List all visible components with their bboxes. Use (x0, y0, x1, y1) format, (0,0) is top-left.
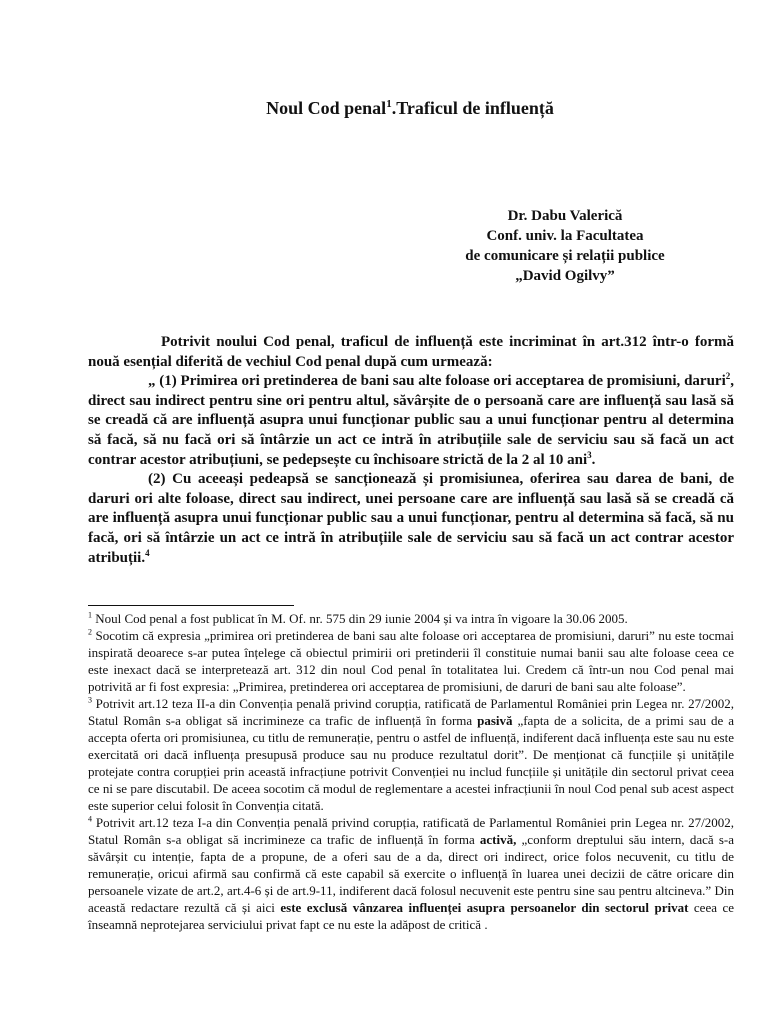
footnote-1-number: 1 (88, 610, 92, 620)
footnote-3-bold: pasivă (477, 713, 513, 728)
footnote-1-text: Noul Cod penal a fost publicat în M. Of. nr. 575 din 29 iunie 2004 și va intra în vigoare la 30.06 2005. (92, 611, 628, 626)
footnote-1 (88, 610, 734, 627)
para2-text: (2) Cu aceeași pedeapsă se sancționează și promisiunea, oferirea sau darea de bani, de daruri ori alte foloase, direct sau indirect, unei persoane care are influență sau lasă să se creadă că are influență asupra unui funcționar public sau a unui funcționar, pentru al determina să facă, să nu facă, ori să întârzie un act ce intră în atribuțiile sale de serviciu sau să facă un act contrar acestor atribuții. (88, 471, 734, 566)
footnote-2 (88, 627, 734, 695)
author-position: Conf. univ. la Facultatea (486, 228, 644, 244)
footnote-3-number: 3 (88, 695, 92, 705)
footnote-separator (88, 605, 294, 606)
footnote-4-bold: activă, (479, 832, 517, 847)
footnote-2-text: Socotim că expresia „primirea ori pretinderea de bani sau alte foloase ori acceptarea de promisiuni, daruri” nu este tocmai inspirată deoarece s-ar putea înțelege că obiectul primirii ori pretinderii îl constituie numai banii sau alte foloase ceea ce este inexact dacă se interpretează art. 312 din noul Cod penal în totalitatea lui. Credem că într-un nou Cod penal mai potrivită ar fi fost expresia: „Primirea, pretinderea ori acceptarea de promisiuni, de daruri de bani sau alte foloase”. (88, 628, 734, 694)
footnote-4-text-b: „conform dreptului său intern, dacă s-a săvârșit cu intenție, fapta de a propune, de a oferi sau de a da, direct ori indirect, orice folos necuvenit, cu titlu de remunerație, oricui afirmă sau confirmă că este capabil să exercite o influență în luarea unei decizii de către oricare din persoanele vizate de art.2, art.4-6 și de art.9-11, indiferent dacă folosul necuvenit este pentru sine sau pentru altcineva.” Din această redactare rezultă că și aici (88, 832, 734, 915)
para1-text-b: , direct sau indirect pentru sine ori pentru altul, săvârșite de o persoană care are influență sau lasă să se creadă că are influență asupra unui funcționar public sau a unui funcționar pentru al determina să facă, să nu facă ori să întârzie un act ce intră în atribuțiile sale de serviciu sau să facă un act contrar acestor atribuțiuni, se pedepsește cu închisoare strictă de la 2 al 10 ani (88, 373, 734, 468)
title-footnote-ref: 1 (386, 98, 392, 110)
author-faculty: de comunicare și relații publice (465, 248, 665, 264)
body-text (88, 333, 734, 568)
footnote-ref-3: 3 (587, 449, 592, 460)
author-institution: „David Ogilvy” (515, 268, 615, 284)
footnote-4 (88, 814, 734, 933)
article-paragraph-2 (88, 470, 734, 568)
footnote-ref-2: 2 (725, 371, 731, 382)
footnote-4-text-a: Potrivit art.12 teza I-a din Convenția penală privind corupția, ratificată de Parlamentul României prin Legea nr. 27/2002, Statul Român s-a obligat să incrimineze ca trafic de influență în forma (88, 815, 734, 847)
footnote-2-number: 2 (88, 627, 92, 637)
footnote-3 (88, 695, 734, 814)
author-block (420, 206, 710, 286)
title-rest: .Traficul de influență (391, 98, 554, 118)
footnote-4-number: 4 (88, 814, 92, 824)
footnote-3-text-b: „fapta de a solicita, de a primi sau de a accepta oferta ori promisiunea, cu titlu de remunerație, pentru o astfel de influență, indiferent dacă influența este sau nu este exercitată ori dacă influența presupusă produce sau nu produce rezultatul dorit”. De menționat că funcțiile și unitățile protejate contra corupției prin această infracțiune potrivit Convenției nu includ funcțiile și unitățile din sectorul privat ceea ce ni se pare discutabil. De aceea socotim că modul de reglementare a acestei infracțiunii în noul Cod penal sub acest aspect este superior celui folosit în Convenția citată. (88, 713, 734, 813)
footnote-3-text-a: Potrivit art.12 teza II-a din Convenția penală privind corupția, ratificată de Parlamentul României prin Legea nr. 27/2002, Statul Român s-a obligat să incrimineze ca trafic de influență în forma (88, 696, 734, 728)
title-main: Noul Cod penal (266, 98, 387, 118)
footnote-ref-4: 4 (145, 547, 150, 558)
para1-end: . (591, 451, 596, 468)
footnote-4-bold-2: este exclusă vânzarea influenței asupra persoanelor din sectorul privat (280, 900, 689, 915)
footnotes (88, 610, 734, 933)
author-name: Dr. Dabu Valerică (507, 208, 623, 224)
para1-text-a: „ (1) Primirea ori pretinderea de bani sau alte foloase ori acceptarea de promisiuni, daruri (148, 373, 726, 390)
document-title (0, 98, 768, 119)
article-paragraph-1 (88, 372, 734, 470)
footnote-4-text-c: ceea ce înseamnă neprotejarea serviciului privat fapt ce nu este la adăpost de critică . (88, 900, 735, 932)
intro-paragraph: Potrivit noului Cod penal, traficul de influență este incriminat în art.312 într-o formă nouă esențial diferită de vechiul Cod penal după cum urmează: (88, 334, 734, 370)
